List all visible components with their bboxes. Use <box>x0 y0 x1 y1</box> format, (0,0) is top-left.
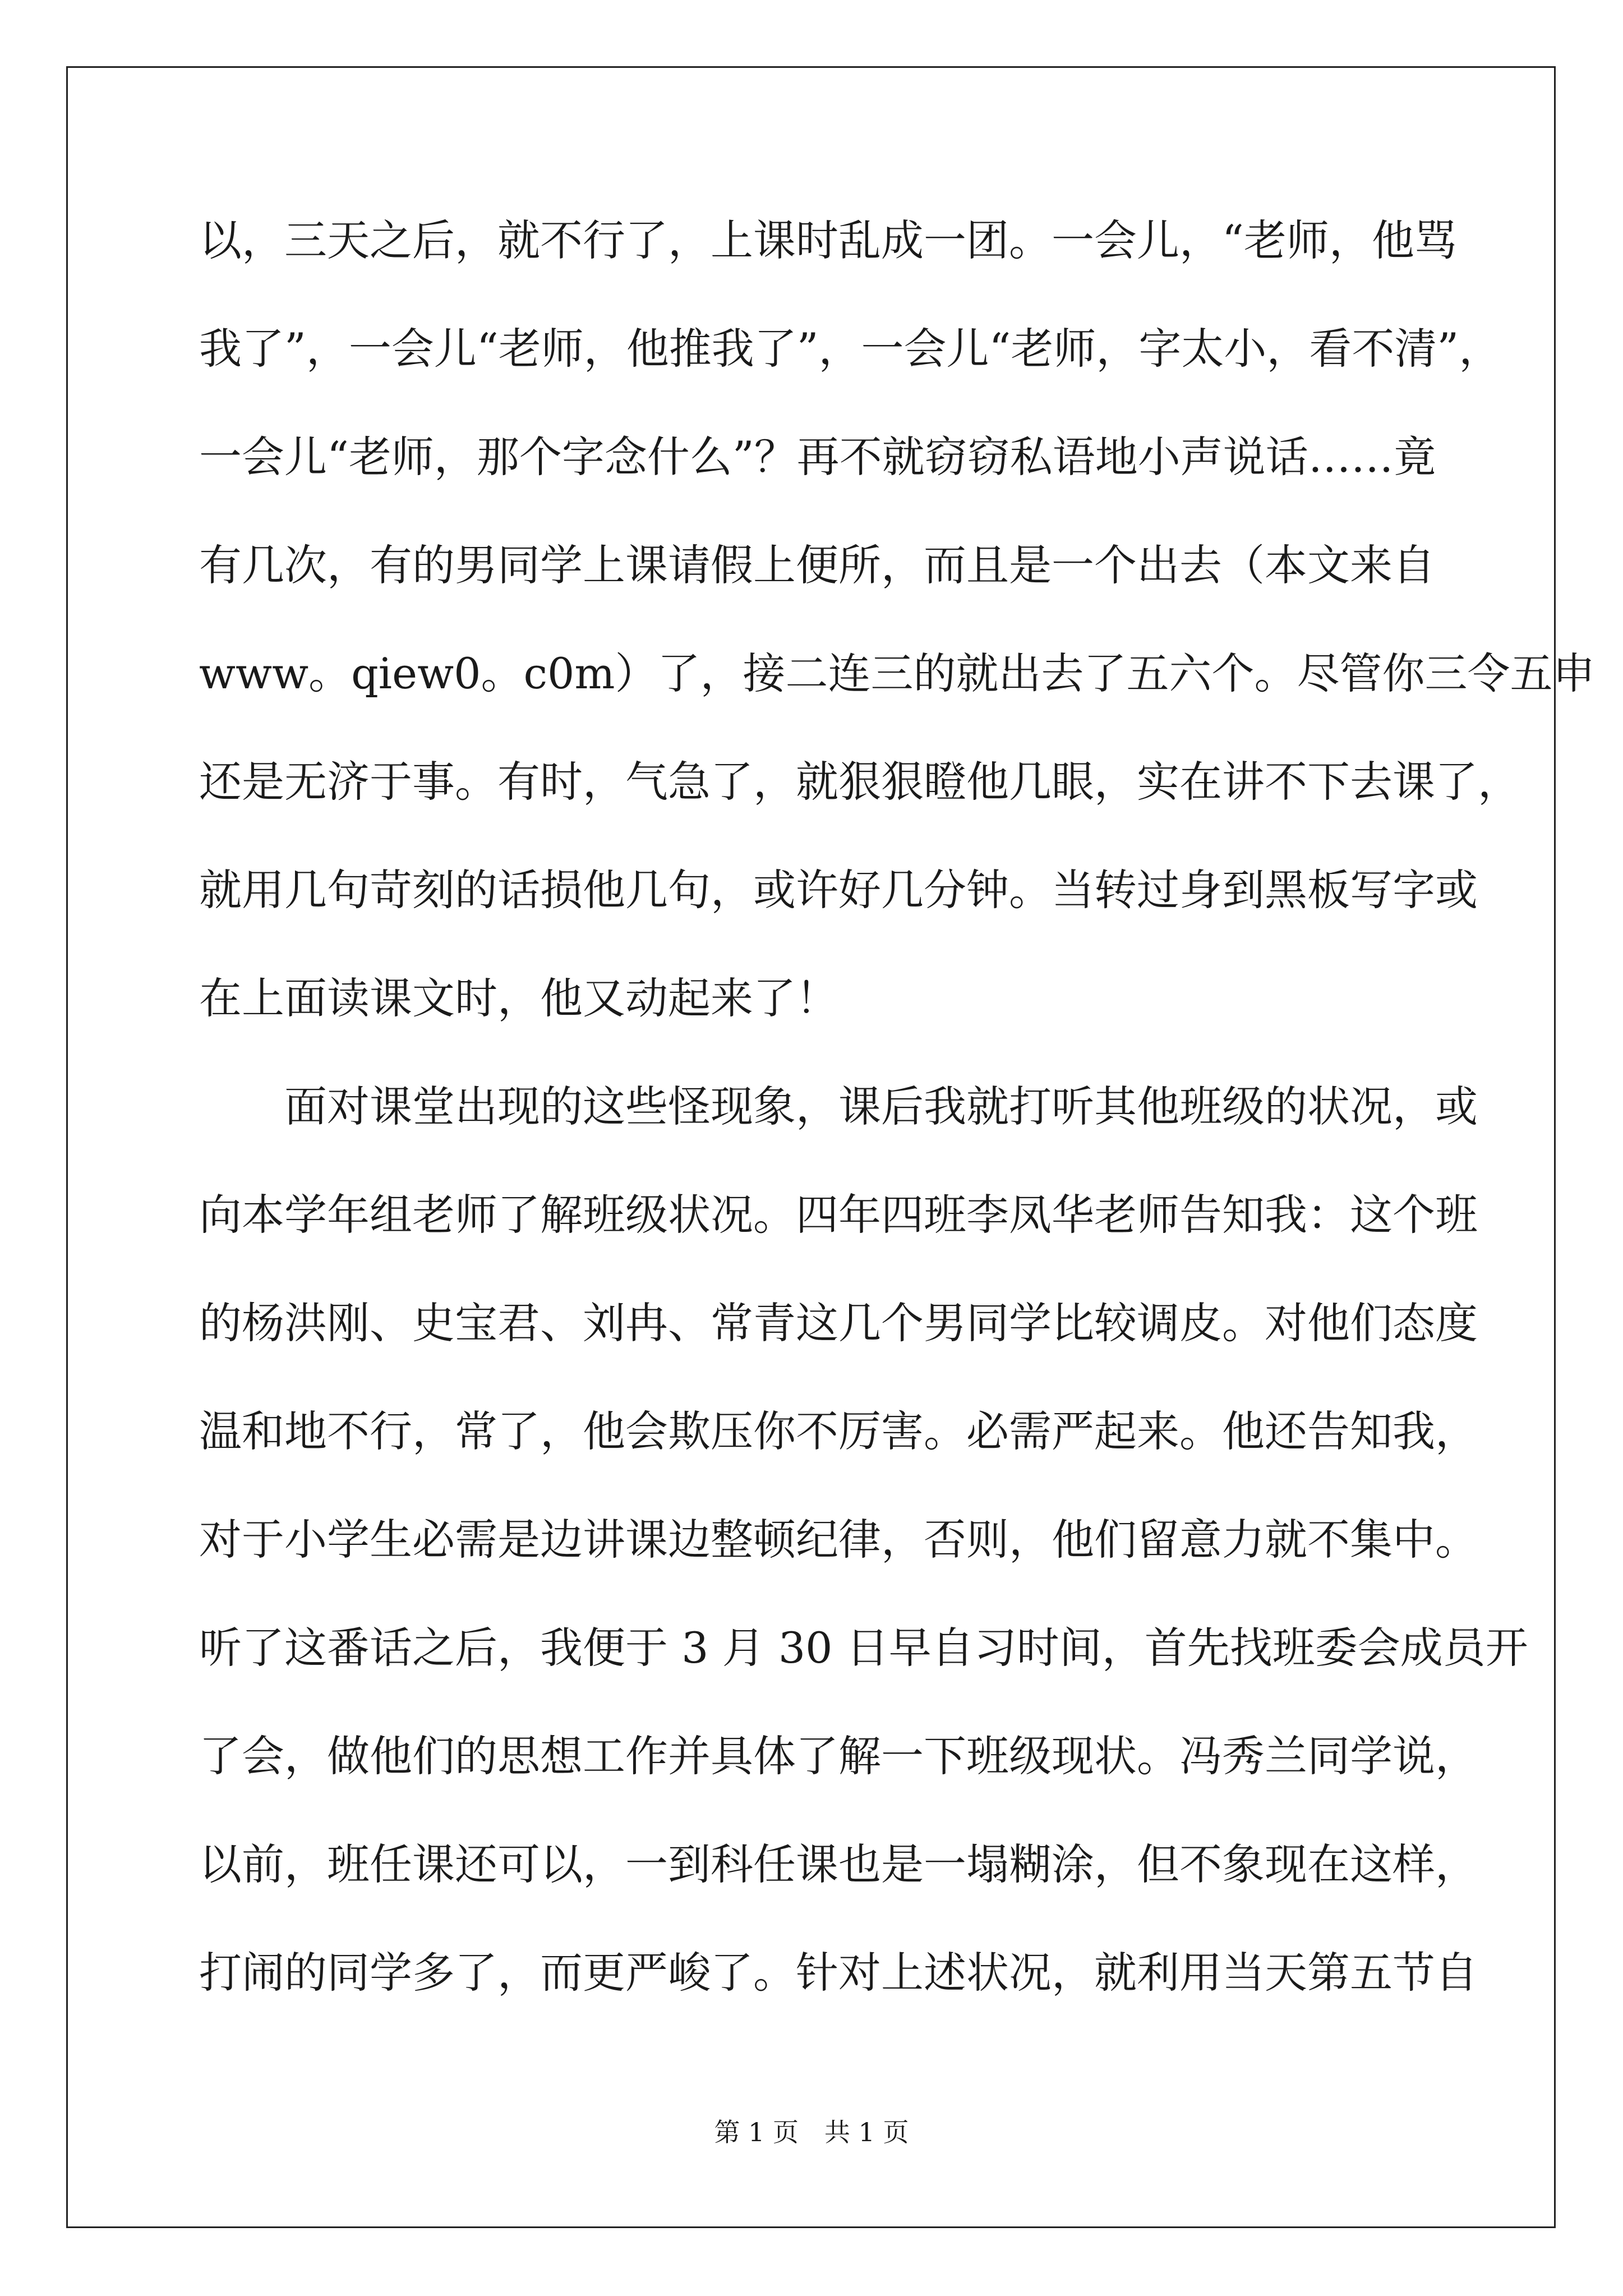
text-line: 温和地不行，常了，他会欺压你不厉害。必需严起来。他还告知我， <box>199 1406 1478 1456</box>
text-line: 听了这番话之后，我便于 3 月 30 日早自习时间，首先找班委会成员开 <box>199 1623 1528 1673</box>
document-body <box>199 205 1596 2046</box>
text-line: 在上面读课文时，他又动起来了！ <box>199 973 838 1023</box>
text-line: www。qiew0。c0m）了，接二连三的就出去了五六个。尽管你三令五申 <box>199 648 1596 698</box>
text-line: 以，三天之后，就不行了，上课时乱成一团。一会儿，“老师，他骂 <box>199 215 1457 265</box>
text-line: 了会，做他们的思想工作并具体了解一下班级现状。冯秀兰同学说， <box>199 1731 1478 1781</box>
text-line: 的杨洪刚、史宝君、刘冉、常青这几个男同学比较调皮。对他们态度 <box>199 1298 1478 1348</box>
text-line: 向本学年组老师了解班级状况。四年四班李凤华老师告知我：这个班 <box>199 1190 1478 1240</box>
text-line: 一会儿“老师，那个字念什么”？再不就窃窃私语地小声说话……竟 <box>199 432 1436 482</box>
text-line: 还是无济于事。有时，气急了，就狠狠瞪他几眼，实在讲不下去课了， <box>199 757 1520 807</box>
page-number-footer: 第 1 页 共 1 页 <box>714 2117 909 2147</box>
text-line: 就用几句苛刻的话损他几句，或许好几分钟。当转过身到黑板写字或 <box>199 865 1478 915</box>
text-line: 打闹的同学多了，而更严峻了。针对上述状况，就利用当天第五节自 <box>199 1948 1478 1998</box>
text-line: 有几次，有的男同学上课请假上便所，而且是一个出去（本文来自 <box>199 540 1435 590</box>
text-line: 以前，班任课还可以，一到科任课也是一塌糊涂，但不象现在这样， <box>199 1839 1478 1889</box>
text-line: 我了”，一会儿“老师，他推我了”，一会儿“老师，字太小，看不清”， <box>199 324 1502 374</box>
text-line: 对于小学生必需是边讲课边整顿纪律，否则，他们留意力就不集中。 <box>199 1515 1478 1565</box>
paragraph-start-line: 面对课堂出现的这些怪现象，课后我就打听其他班级的状况，或 <box>199 1082 1478 1131</box>
